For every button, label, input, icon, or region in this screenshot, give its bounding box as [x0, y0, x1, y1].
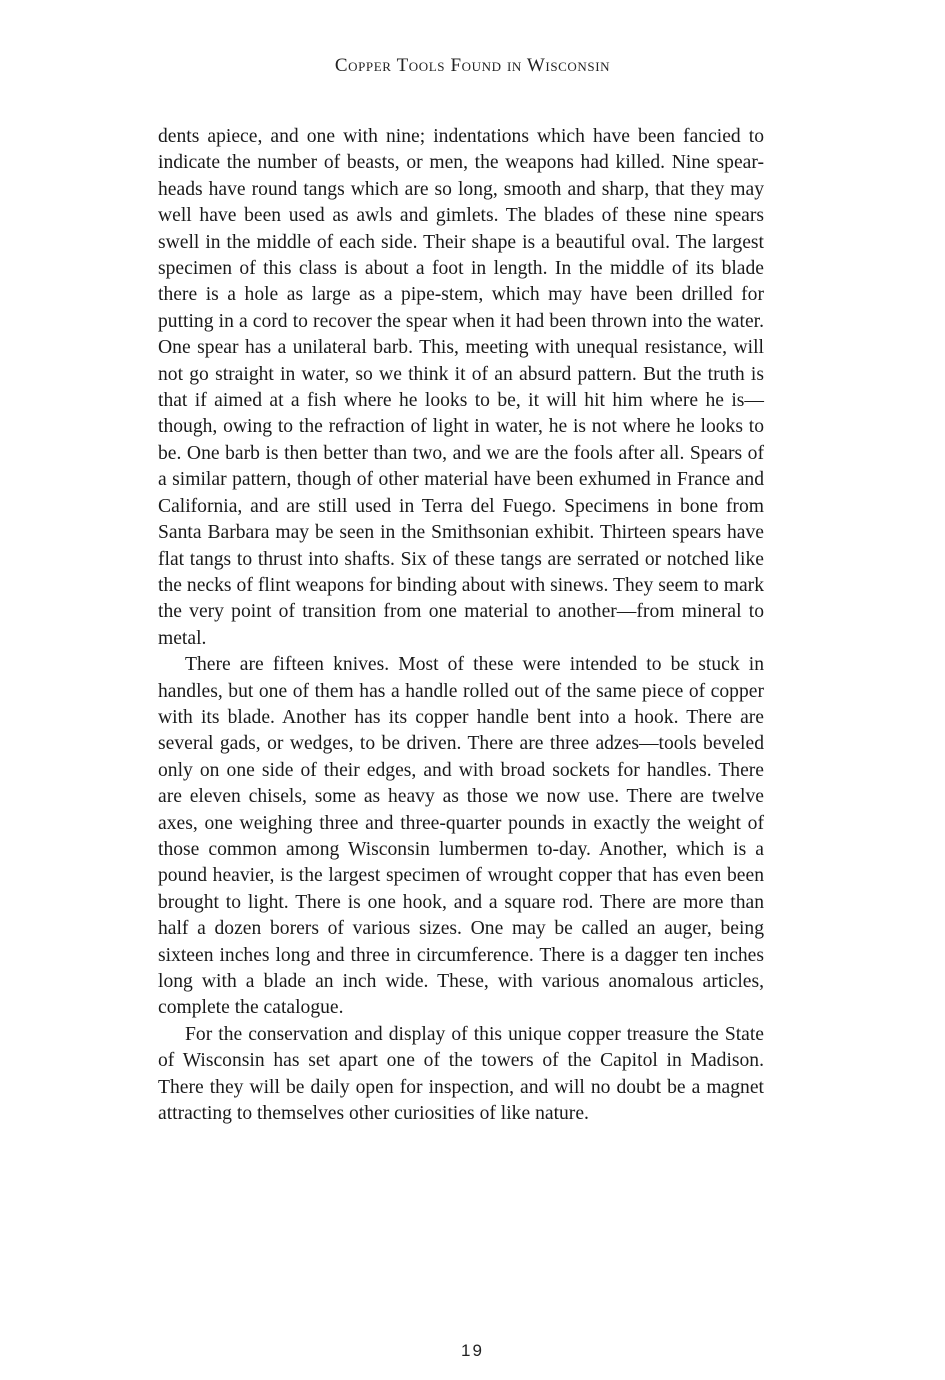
page-number: 19 [461, 1341, 484, 1360]
body-text [158, 124, 764, 1127]
running-head: Copper Tools Found in Wisconsin [334, 55, 611, 76]
paragraph-3: For the conservation and display of this unique copper treasure the State of Wisconsin has set apart one of the towers of the Capitol in Madison. There they will be daily open for inspection, and will no doubt be a magnet attracting to themselves other curiosities of like nature. [158, 1023, 764, 1125]
paragraph-1: dents apiece, and one with nine; indentations which have been fancied to indicate the number of beasts, or men, the weapons had killed. Nine spear-heads have round tangs which are so long, smooth and sharp, that they may well have been used as awls and gimlets. The blades of these nine spears swell in the middle of each side. Their shape is a beautiful oval. The largest specimen of this class is about a foot in length. In the middle of its blade there is a hole as large as a pipe-stem, which may have been drilled for putting in a cord to recover the spear when it had been thrown into the water. One spear has a unilateral barb. This, meeting with unequal resistance, will not go straight in water, so we think it of an absurd pattern. But the truth is that if aimed at a fish where he looks to be, it will hit him where he is—though, owing to the refraction of light in water, he is not where he looks to be. One barb is then better than two, and we are the fools after all. Spears of a similar pattern, though of other material have been exhumed in France and California, and are still used in Terra del Fuego. Specimens in bone from Santa Barbara may be seen in the Smithsonian exhibit. Thirteen spears have flat tangs to thrust into shafts. Six of these tangs are serrated or notched like the necks of flint weapons for binding about with sinews. They seem to mark the very point of transition from one material to another—from mineral to metal. [158, 126, 764, 649]
paragraph-2: There are fifteen knives. Most of these were intended to be stuck in handles, but one of them has a handle rolled out of the same piece of copper with its blade. Another has its copper handle bent into a hook. There are several gads, or wedges, to be driven. There are three adzes—tools beveled only on one side of their edges, and with broad sockets for handles. There are eleven chisels, some as heavy as those we now use. There are twelve axes, one weighing three and three-quarter pounds in exactly the weight of those common among Wisconsin lumbermen to-day. Another, which is a pound heavier, is the largest specimen of wrought copper that has even been brought to light. There is one hook, and a square rod. There are more than half a dozen borers of various sizes. One may be called an auger, being sixteen inches long and three in circumference. There is a dagger ten inches long with a blade an inch wide. These, with various anomalous articles, complete the catalogue. [158, 654, 764, 1019]
